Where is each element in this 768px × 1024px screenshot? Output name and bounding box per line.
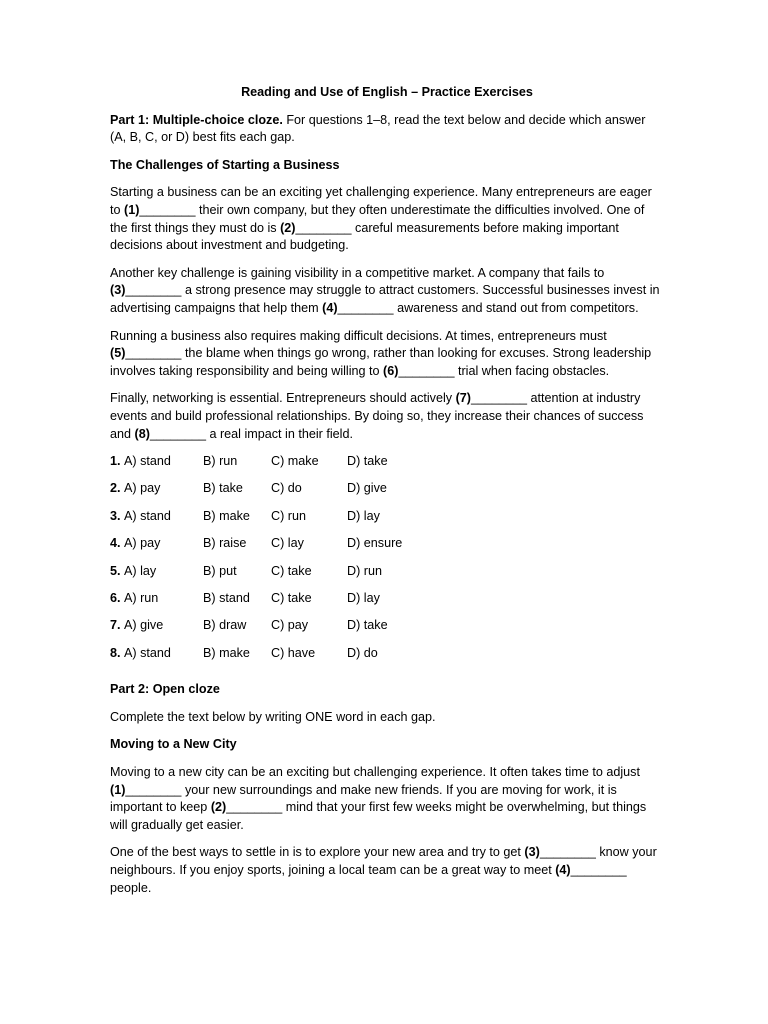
question-number: 2. (110, 481, 121, 496)
question-row (110, 645, 664, 672)
question-number: 6. (110, 591, 121, 606)
option-d: D) give (347, 481, 387, 496)
question-row (110, 508, 664, 535)
option-d: D) do (347, 645, 378, 660)
option-a: A) run (124, 591, 159, 606)
question-row (110, 617, 664, 644)
option-c: C) have (271, 645, 316, 660)
gap-number: (8) (134, 426, 150, 441)
gap-number: (4) (555, 862, 571, 877)
option-b: B) draw (203, 618, 247, 633)
text-run: ________ people. (110, 862, 627, 895)
gap-number: (1) (124, 202, 140, 217)
option-d: D) take (347, 618, 388, 633)
question-number: 4. (110, 536, 121, 551)
part1-text-title: The Challenges of Starting a Business (110, 157, 340, 172)
option-a: A) give (124, 618, 164, 633)
part1-instructions (110, 112, 664, 147)
option-c: C) take (271, 591, 312, 606)
question-number: 8. (110, 645, 121, 660)
part2-paragraph (110, 764, 664, 834)
document-title: Reading and Use of English – Practice Exercises (241, 85, 533, 99)
text-run: ________ your new surroundings and make new friends. If you are moving for work, it is important to keep (110, 782, 617, 815)
text-run: Moving to a new city can be an exciting but challenging experience. It often takes time to adjust (110, 765, 640, 779)
gap-number: (7) (455, 391, 471, 406)
gap-number: (6) (383, 363, 399, 378)
part1-instruction-text: For questions 1–8, read the text below and decide which answer (A, B, C, or D) best fits each gap. (110, 112, 646, 145)
gap-number: (5) (110, 346, 126, 361)
option-b: B) make (203, 645, 250, 660)
option-c: C) lay (271, 536, 304, 551)
option-a: A) pay (124, 481, 161, 496)
part1-paragraph (110, 390, 664, 443)
text-run: ________ attention at industry events and build professional relationships. By doing so, they increase their chances of success and (110, 391, 644, 441)
part1-paragraph (110, 184, 664, 254)
option-b: B) take (203, 481, 243, 496)
gap-number: (2) (210, 800, 227, 815)
question-row (110, 590, 664, 617)
part1-paragraph (110, 328, 664, 381)
question-row (110, 453, 664, 480)
part2-paragraph (110, 844, 664, 897)
option-a: A) stand (124, 645, 171, 660)
text-run: One of the best ways to settle in is to explore your new area and try to get (110, 845, 525, 860)
option-d: D) lay (347, 591, 380, 606)
option-d: D) take (347, 454, 388, 469)
option-b: B) run (203, 454, 238, 469)
text-run: ________ mind that your first few weeks might be overwhelming, but things will gradually get easier. (110, 800, 647, 832)
gap-number: (1) (110, 782, 126, 797)
question-number: 5. (110, 563, 121, 578)
gap-number: (3) (524, 845, 540, 860)
option-c: C) make (271, 454, 319, 469)
text-run: ________ the blame when things go wrong, rather than looking for excuses. Strong leadership involves taking responsibility and being willing to (110, 346, 652, 378)
gap-number: (2) (280, 220, 296, 235)
text-run: ________ their own company, but they often underestimate the difficulties involved. One of the first things they must do is (110, 202, 645, 235)
option-d: D) run (347, 563, 382, 578)
question-list (110, 453, 664, 672)
option-a: A) lay (124, 563, 157, 578)
option-c: C) pay (271, 618, 309, 633)
part1-paragraph (110, 265, 664, 318)
option-b: B) raise (203, 536, 247, 551)
question-row (110, 563, 664, 590)
question-number: 1. (110, 454, 121, 469)
text-run: ________ trial when facing obstacles. (398, 363, 610, 378)
part1-label: Part 1: Multiple-choice cloze. (110, 112, 283, 127)
text-run: Starting a business can be an exciting yet challenging experience. Many entrepreneurs are eager to (110, 185, 652, 217)
option-c: C) take (271, 563, 312, 578)
text-run: Another key challenge is gaining visibility in a competitive market. A company that fails to (110, 265, 605, 280)
option-c: C) run (271, 508, 306, 523)
text-run: ________ know your neighbours. If you enjoy sports, joining a local team can be a great way to meet (110, 845, 657, 877)
text-run: ________ careful measurements before making important decisions about investment and budgeting. (110, 220, 619, 253)
gap-number: (3) (110, 283, 126, 298)
text-run: Running a business also requires making difficult decisions. At times, entrepreneurs must (110, 328, 607, 343)
option-a: A) stand (124, 454, 171, 469)
option-a: A) stand (124, 508, 171, 523)
option-a: A) pay (124, 536, 161, 551)
question-row (110, 535, 664, 562)
part2-label: Part 2: Open cloze (110, 682, 220, 697)
text-run: ________ a real impact in their field. (149, 426, 353, 441)
question-row (110, 480, 664, 507)
option-b: B) put (203, 563, 237, 578)
part2-instructions: Complete the text below by writing ONE word in each gap. (110, 709, 436, 724)
part2-text-title: Moving to a New City (110, 737, 237, 752)
text-run: Finally, networking is essential. Entrepreneurs should actively (110, 391, 456, 406)
option-b: B) stand (203, 591, 250, 606)
gap-number: (4) (322, 300, 338, 315)
option-d: D) lay (347, 508, 380, 523)
option-c: C) do (271, 481, 302, 496)
text-run: ________ awareness and stand out from competitors. (337, 300, 639, 315)
option-b: B) make (203, 508, 250, 523)
text-run: ________ a strong presence may struggle to attract customers. Successful businesses invest in advertising campaigns that help them (110, 283, 660, 315)
question-number: 7. (110, 618, 121, 633)
question-number: 3. (110, 508, 121, 523)
option-d: D) ensure (347, 536, 403, 551)
